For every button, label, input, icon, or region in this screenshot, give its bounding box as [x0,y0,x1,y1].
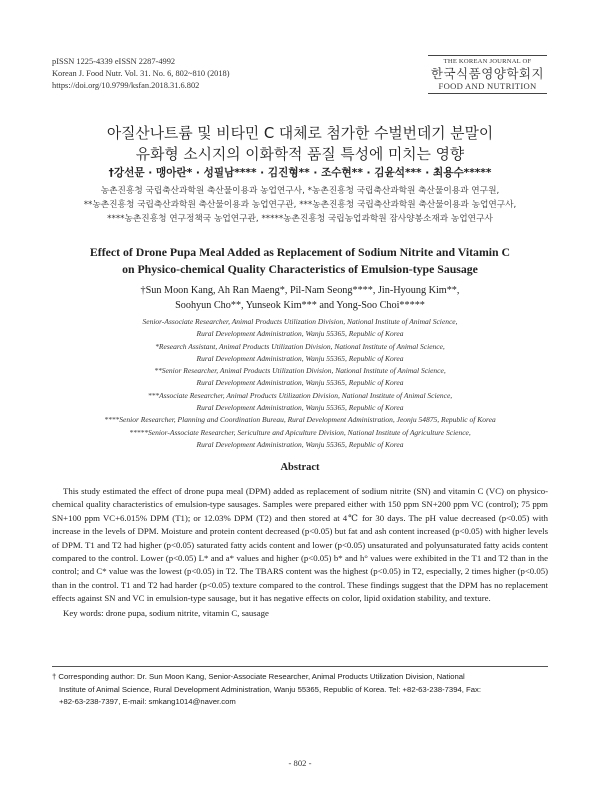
english-affiliation-line: *****Senior-Associate Researcher, Sericulture and Apiculture Division, National Institute of Agriculture Science, [129,427,471,437]
english-affiliation-line: **Senior Researcher, Animal Products Utilization Division, National Institute of Animal Science, [154,366,446,376]
keywords: Key words: drone pupa, sodium nitrite, vitamin C, sausage [63,607,269,618]
english-affiliation-line: Rural Development Administration, Wanju 55365, Republic of Korea [196,439,404,449]
korean-authors: †강선문 · 맹아란* · 성필남**** · 김진형** · 조수현** · 김윤석*** · 최용수***** [108,167,492,179]
english-affiliations [40,316,560,451]
korean-title-line: 유화형 소시지의 이화학적 품질 특성에 미치는 영향 [135,145,465,163]
page-number: - 802 - [288,758,312,768]
korean-affiliation-line: ****농촌진흥청 연구정책국 농업연구관, *****농촌진흥청 국립농업과학원 잠사양봉소재과 농업연구사 [107,214,493,225]
english-title-line: Effect of Drone Pupa Meal Added as Replacement of Sodium Nitrite and Vitamin C [89,245,511,259]
english-affiliation-line: Rural Development Administration, Wanju 55365, Republic of Korea [196,403,404,413]
english-author-line: †Sun Moon Kang, Ah Ran Maeng*, Pil-Nam Seong****, Jin-Hyoung Kim**, [140,285,460,296]
english-authors [0,284,600,313]
abstract-text: This study estimated the effect of drone pupa meal (DPM) added as replacement of sodium nitrite (SN) and vitamin C (VC) on physico-chemical quality characteristics of emulsion-type sausages. Samples were prepared either with 150 ppm SN+200 ppm VC (control); 75 ppm SN+100 ppm VC+6.015% DPM (T1); or 12.03% DPM (T2) and then stored at 4℃ for 30 days. The pH value decreased (p<0.05) with increase in the levels of DPM. Moisture and protein content decreased (p<0.05) but fat and ash content increased (p<0.05) with higher levels of DPM. T1 and T2 had higher (p<0.05) saturated fatty acids content and lower (p<0.05) unsaturated and polyunsaturated fatty acids content compared to the control. Lower (p<0.05) L* and a* values and higher (p<0.05) b* and h° values were exhibited in the T1 and T2 than in the control; and C* value was the lowest (p<0.05) in T2. The TBARS content was the highest (p<0.05) in T2, especially, 2 times higher (p<0.05) than in the control. T1 and T2 had harder (p<0.05) texture compared to the control. These findings suggest that the DPM has no replacement effects against SN and VC in emulsion-type sausage, but it has negative effects on color, lipid oxidation stability, and texture. [52,486,548,604]
korean-affiliation-line: **농촌진흥청 국립축산과학원 축산물이용과 농업연구관, ***농촌진흥청 국립축산과학원 축산물이용과 농업연구사, [83,200,517,211]
english-affiliation-line: ****Senior Researcher, Planning and Coordination Bureau, Rural Development Administration, Jeonju 54875, Republic of Korea [104,415,496,425]
english-title [0,244,600,277]
corresponding-author-footnote [52,671,548,709]
footnote-line: † Corresponding author: Dr. Sun Moon Kang, Senior-Associate Researcher, Animal Products Utilization Division, National [52,672,465,681]
citation-line: Korean J. Food Nutr. Vol. 31. No. 6, 802~810 (2018) [52,69,230,79]
journal-name-line1: THE KOREAN JOURNAL OF [443,58,532,65]
abstract-body [52,485,548,620]
korean-affiliations [60,184,540,226]
doi-link[interactable]: https://doi.org/10.9799/ksfan.2018.31.6.802 [52,81,200,91]
english-author-line: Soohyun Cho**, Yunseok Kim*** and Yong-Soo Choi***** [175,299,425,311]
journal-logo [428,55,547,94]
english-affiliation-line: Rural Development Administration, Wanju 55365, Republic of Korea [196,329,404,339]
footnote-line: +82-63-238-7397, E-mail: smkang1014@naver.com [59,697,236,707]
abstract-heading: Abstract [280,462,320,473]
english-affiliation-line: Senior-Associate Researcher, Animal Products Utilization Division, National Institute of Animal Science, [142,317,458,326]
footnote-line: Institute of Animal Science, Rural Development Administration, Wanju 55365, Republic of Korea. Tel: +82-63-238-7394, Fax: [59,684,481,694]
korean-title-line: 아질산나트륨 및 비타민 C 대체로 첨가한 수벌번데기 분말이 [106,125,494,142]
english-affiliation-line: Rural Development Administration, Wanju 55365, Republic of Korea [196,353,404,363]
english-title-line: on Physico-chemical Quality Characteristics of Emulsion-type Sausage [122,261,478,276]
footnote-divider [52,666,548,667]
english-affiliation-line: ***Associate Researcher, Animal Products Utilization Division, National Institute of Animal Science, [147,390,453,400]
korean-affiliation-line: 농촌진흥청 국립축산과학원 축산물이용과 농업연구사, *농촌진흥청 국립축산과학원 축산물이용과 연구원, [100,186,500,196]
english-affiliation-line: *Research Assistant, Animal Products Utilization Division, National Institute of Animal Science, [155,341,445,351]
journal-name-line3: FOOD AND NUTRITION [438,81,537,91]
korean-title [0,124,600,165]
english-affiliation-line: Rural Development Administration, Wanju 55365, Republic of Korea [196,378,404,388]
publication-info [52,56,230,93]
issn-line: pISSN 1225-4339 eISSN 2287-4992 [52,57,176,66]
journal-name-korean: 한국식품영양학회지 [430,66,545,81]
